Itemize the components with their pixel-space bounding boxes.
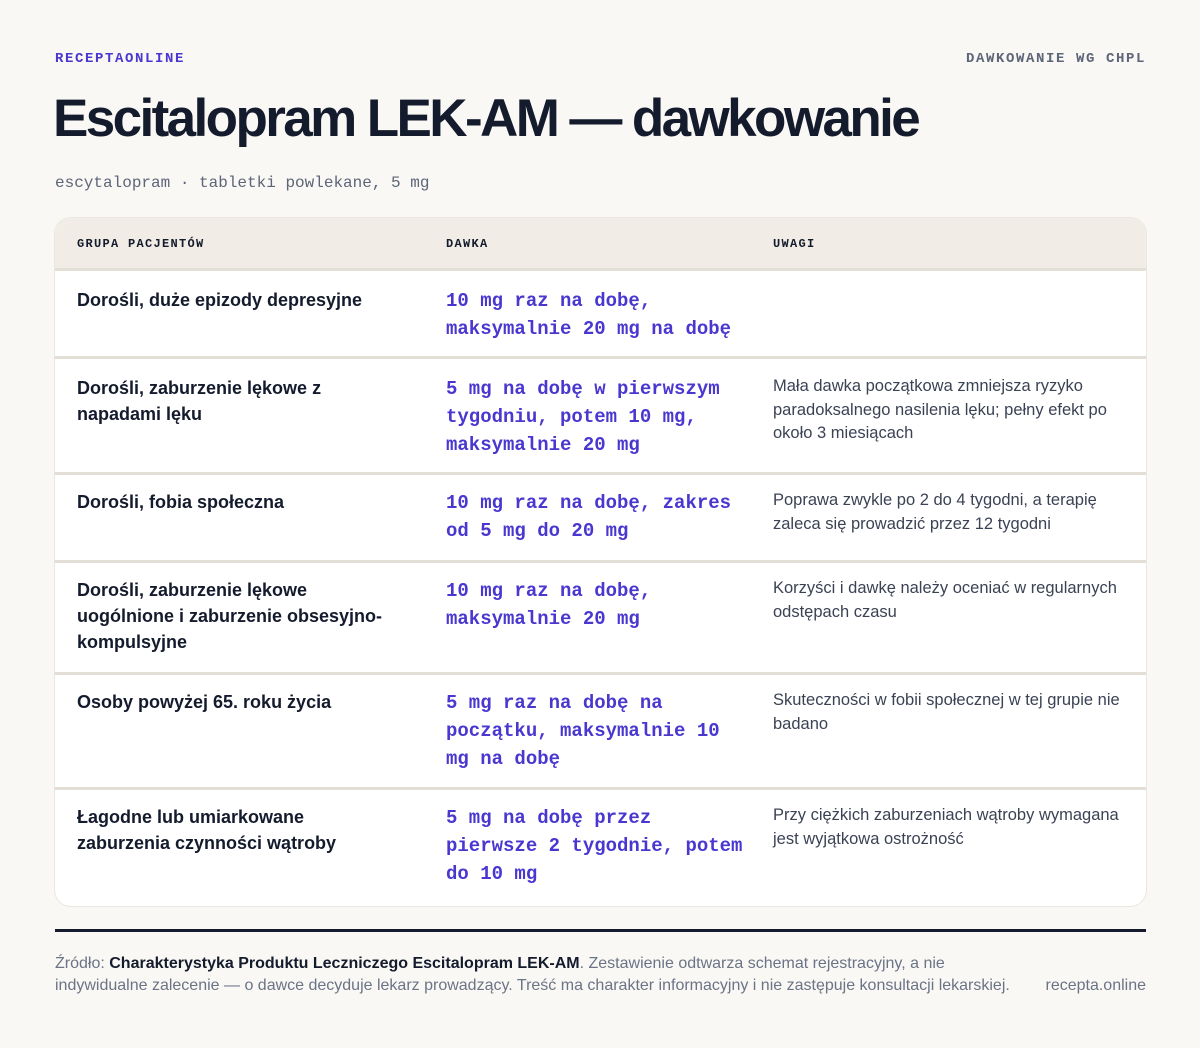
top-bar [55, 51, 1146, 69]
cell-patient-group: Dorośli, fobia społeczna [77, 492, 285, 512]
cell-dose: 10 mg raz na dobę, maksymalnie 20 mg [446, 580, 652, 630]
column-header-notes: UWAGI [773, 237, 816, 251]
table-row [55, 475, 1146, 563]
section-kicker: DAWKOWANIE WG CHPL [965, 51, 1146, 67]
cell-patient-group: Łagodne lub umiarkowane zaburzenia czynności wątroby [77, 807, 337, 853]
cell-patient-group: Dorośli, zaburzenie lękowe uogólnione i zaburzenie obsesyjno-kompulsyjne [77, 580, 383, 652]
source-note [55, 953, 1030, 997]
cell-dose: 10 mg raz na dobę, maksymalnie 20 mg na dobę [446, 290, 732, 340]
footer-divider [55, 929, 1146, 932]
source-document-name: Charakterystyka Produktu Leczniczego Escitalopram LEK-AM [109, 955, 580, 972]
cell-notes: Poprawa zwykle po 2 do 4 tygodni, a terapię zaleca się prowadzić przez 12 tygodni [773, 491, 1097, 533]
table-row [55, 675, 1146, 790]
cell-notes: Skuteczności w fobii społecznej w tej grupie nie badano [773, 691, 1120, 733]
page [55, 0, 1146, 1048]
cell-dose: 5 mg na dobę przez pierwsze 2 tygodnie, potem do 10 mg [446, 807, 743, 885]
source-prefix: Źródło: [55, 955, 110, 972]
page-title: Escitalopram LEK-AM — dawkowanie [53, 89, 919, 148]
cell-notes: Przy ciężkich zaburzeniach wątroby wymagana jest wyjątkowa ostrożność [773, 806, 1119, 848]
cell-dose: 5 mg raz na dobę na początku, maksymalnie 10 mg na dobę [446, 692, 720, 770]
table-row [55, 563, 1146, 675]
cell-dose: 5 mg na dobę w pierwszym tygodniu, potem 10 mg, maksymalnie 20 mg [446, 378, 720, 456]
column-header-dose: DAWKA [446, 237, 489, 251]
page-subtitle: escytalopram · tabletki powlekane, 5 mg [55, 174, 430, 192]
site-link[interactable]: recepta.online [1045, 977, 1146, 994]
cell-dose: 10 mg raz na dobę, zakres od 5 mg do 20 mg [446, 492, 732, 542]
brand-logo-text[interactable]: RECEPTAONLINE [55, 51, 186, 67]
disclaimer-text: . Zestawienie odtwarza schemat rejestracyjny, a nie indywidualne zalecenie — o dawce decyduje lekarz prowadzący. Treść ma charakter informacyjny i nie zastępuje konsultacji lekarskiej. [55, 955, 1010, 994]
dosage-table [55, 218, 1146, 906]
cell-patient-group: Dorośli, zaburzenie lękowe z napadami lęku [77, 378, 322, 424]
table-header [55, 218, 1146, 271]
column-header-group: GRUPA PACJENTÓW [77, 237, 205, 251]
cell-patient-group: Dorośli, duże epizody depresyjne [77, 290, 363, 310]
cell-patient-group: Osoby powyżej 65. roku życia [77, 692, 332, 712]
cell-notes: Korzyści i dawkę należy oceniać w regularnych odstępach czasu [773, 579, 1117, 621]
table-row [55, 359, 1146, 475]
table-row [55, 790, 1146, 906]
table-row [55, 271, 1146, 359]
cell-notes: Mała dawka początkowa zmniejsza ryzyko paradoksalnego nasilenia lęku; pełny efekt po około 3 miesiącach [773, 377, 1107, 442]
